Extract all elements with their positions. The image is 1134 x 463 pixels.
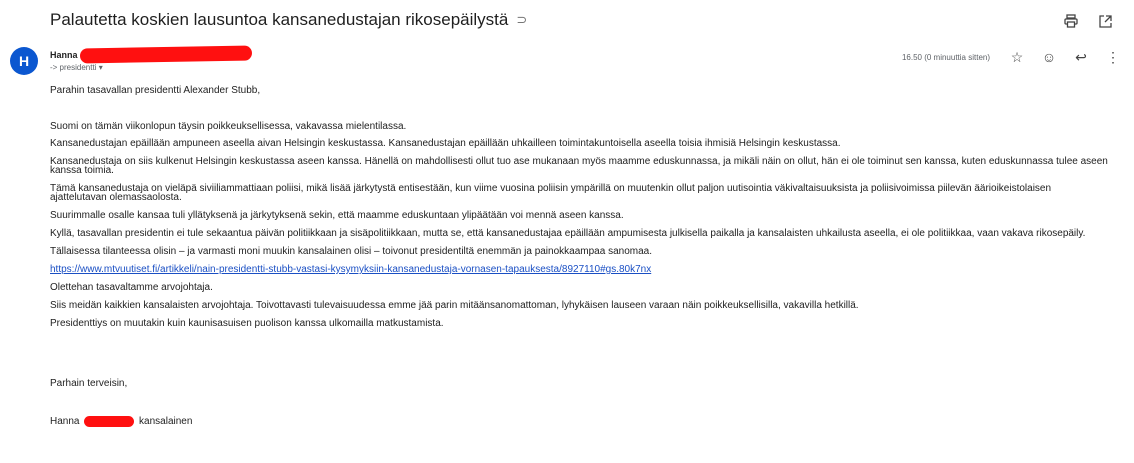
email-subject: [50, 10, 527, 30]
timestamp: 16.50 (0 minuuttia sitten): [901, 52, 990, 62]
sender-name[interactable]: Hanna: [50, 49, 78, 60]
paragraph: Suurimmalle osalle kansaa tuli yllätyksenä ja järkytyksenä sekin, että maamme eduskuntaan ylipäätään voi mennä aseen kanssa.: [50, 210, 624, 221]
paragraph: Olettehan tasavaltamme arvojohtaja.: [50, 282, 213, 293]
paragraph: Presidenttiys on muutakin kuin kaunisasuisen puolison kanssa ulkomailla matkustamista.: [50, 318, 444, 329]
article-link[interactable]: [50, 265, 1110, 274]
top-actions: [1062, 12, 1114, 30]
subject-text: Palautetta koskien lausuntoa kansanedustajan rikosepäilystä: [50, 10, 509, 29]
paragraph: Kyllä, tasavallan presidentin ei tule sekaantua päivän politiikkaan ja sisäpolitiikkaan, mutta se, että kansanedustajaa epäillään ampumisesta julkisella paikalla ja kansalaisten uhkailusta aseella, ei ole politiikkaa, vaan vakava rikosepäily.: [50, 228, 1086, 239]
avatar[interactable]: H: [10, 47, 38, 75]
emoji-icon[interactable]: ☺: [1041, 49, 1057, 65]
paragraph: Tällaisessa tilanteessa olisin – ja varmasti moni muukin kansalainen olisi – toivonut presidentiltä enemmän ja painokkaampaa sanomaa.: [50, 246, 652, 257]
redaction-mark: [79, 46, 251, 64]
redaction-mark: [84, 416, 134, 427]
paragraph: Tämä kansanedustaja on vieläpä siviiliammattiaan poliisi, mikä lisää järkytystä entisestään, kun viime vuosina poliisin ympärillä on muutenkin ollut paljon uutisointia väkivaltaisuuksista ja poliisivoimissa piilevän äärioikeistolaisen ajattelutavan olemassaolosta.: [50, 183, 1052, 203]
label-icon[interactable]: ⊃: [516, 12, 528, 27]
paragraph: Kansanedustaja on siis kulkenut Helsingin keskustassa aseen kanssa. Hänellä on mahdollisesti ollut tuo ase mukanaan myös maamme eduskunnassa, ja mikäli näin on ollut, hän ei ole toiminut sen kanssa, kuten eduskunnassa tulee aseen kanssa toimia.: [50, 156, 1108, 176]
print-icon[interactable]: [1062, 12, 1080, 30]
open-in-new-icon[interactable]: [1096, 12, 1114, 30]
message-meta: [902, 48, 1122, 66]
recipient-row[interactable]: [50, 63, 103, 72]
chevron-down-icon[interactable]: ▾: [98, 63, 103, 72]
paragraph: Kansanedustajan epäillään ampuneen aseella aivan Helsingin keskustassa. Kansanedustajan epäillään uhkailleen toimintakuntoisella aseella toisia ihmisiä Helsingin keskustassa.: [50, 138, 841, 149]
article-link-text[interactable]: https://www.mtvuutiset.fi/artikkeli/nain-presidentti-stubb-vastasi-kysymyksiin-kansanedustaja-vornasen-tapauksesta/8927110#gs.80k7nx: [50, 264, 652, 275]
signature-suffix: kansalainen: [139, 416, 193, 428]
signature-name: Hanna: [50, 416, 80, 428]
star-icon[interactable]: ☆: [1010, 48, 1024, 65]
recipient: -> presidentti: [50, 63, 97, 72]
paragraph: Suomi on tämän viikonlopun täysin poikkeuksellisessa, vakavassa mielentilassa.: [50, 121, 407, 132]
closing: Parhain terveisin,: [50, 378, 128, 389]
signature: [50, 416, 1110, 427]
email-body: [50, 86, 1110, 427]
paragraph: Siis meidän kaikkien kansalaisten arvojohtaja. Toivottavasti tulevaisuudessa emme jää parin mitäänsanomattoman, lyhykäisen lauseen varaan näin poikkeuksellisilla, vakavilla hetkillä.: [50, 300, 859, 311]
greeting: Parahin tasavallan presidentti Alexander Stubb,: [50, 85, 261, 96]
more-vert-icon[interactable]: ⋮: [1106, 48, 1120, 65]
sender-name-row: [50, 47, 252, 62]
reply-icon[interactable]: ↩: [1075, 48, 1087, 65]
